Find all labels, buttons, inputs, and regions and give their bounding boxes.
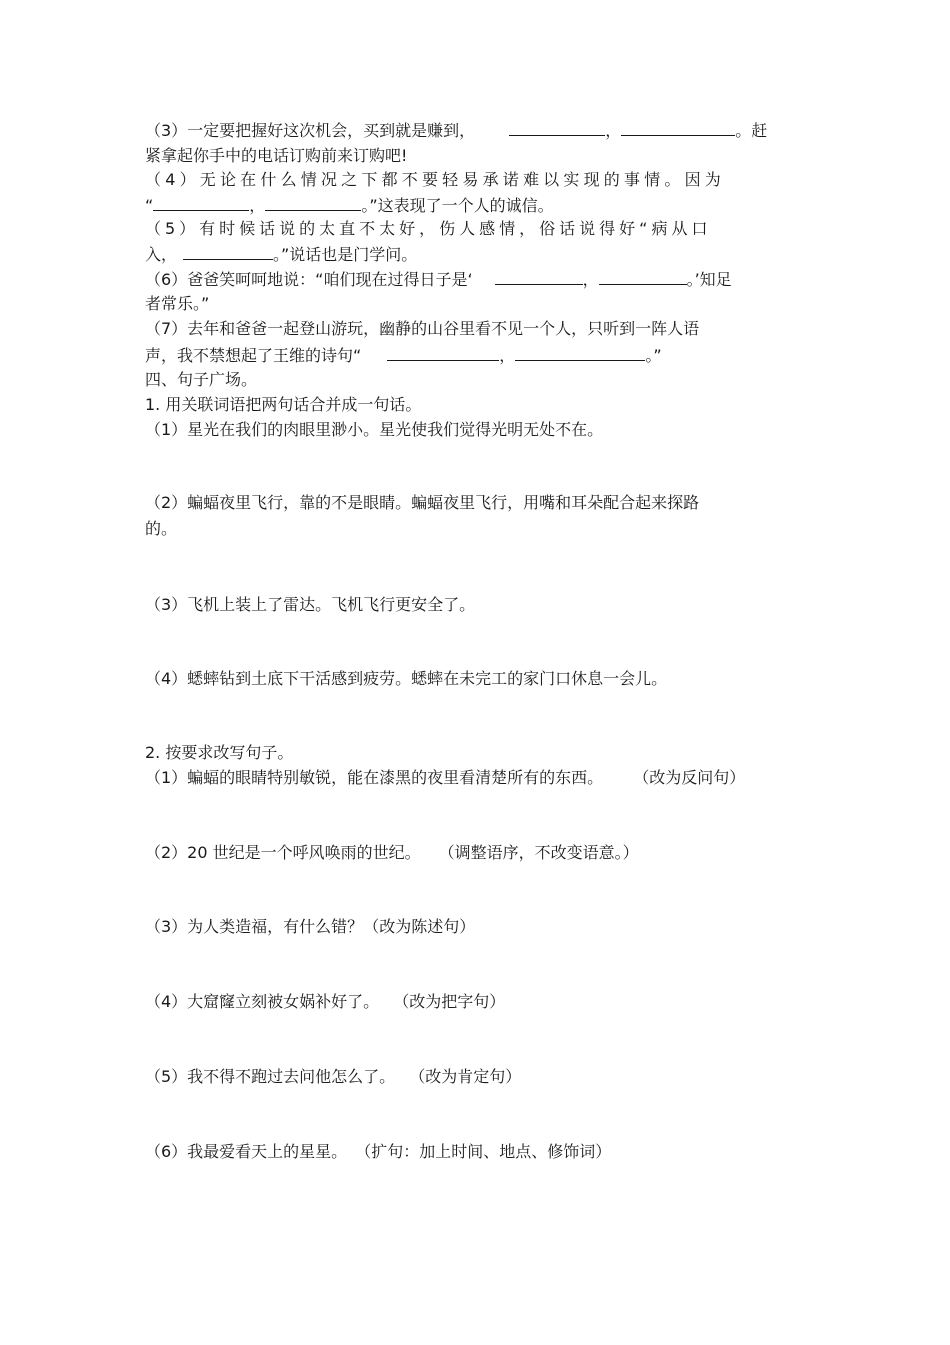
q7-line1: （7）去年和爸爸一起登山游玩，幽静的山谷里看不见一个人，只听到一阵人语 <box>145 319 700 338</box>
q5-end: 。”说话也是门学问。 <box>273 245 418 264</box>
part2-item-4-text: （4）大窟窿立刻被女娲补好了。 <box>145 992 380 1011</box>
q7-blank-1[interactable] <box>387 344 499 361</box>
part1-heading: 1. 用关联词语把两句话合并成一句话。 <box>145 395 422 414</box>
part2-item-3-text: （3）为人类造福，有什么错？ <box>145 917 364 936</box>
part2-item-4 <box>145 991 505 1013</box>
q5-text: 入， <box>145 245 178 264</box>
q6-end: 。’知足 <box>686 270 732 289</box>
q3-blank-1[interactable] <box>509 119 605 136</box>
q4-blank-1[interactable] <box>153 194 249 211</box>
part2-item-3 <box>145 916 475 938</box>
q7-text: 声，我不禁想起了王维的诗句“ <box>145 346 362 365</box>
q3-line2: 紧拿起你手中的电话订购前来订购吧! <box>145 146 408 165</box>
q6-sep: ， <box>582 270 599 289</box>
q5-line2 <box>145 243 417 265</box>
q4-open-quote: “ <box>145 196 154 215</box>
q3-sep: ， <box>605 121 622 140</box>
part2-item-2-text: （2）20 世纪是一个呼风唤雨的世纪。 <box>145 843 421 862</box>
q5-blank[interactable] <box>183 243 273 260</box>
q6-line2: 者常乐。” <box>145 294 210 313</box>
part2-item-1-req: （改为反问句） <box>633 768 746 787</box>
q4-end: 。”这表现了一个人的诚信。 <box>361 196 554 215</box>
q3-line1 <box>145 119 767 141</box>
part1-item-2-cont: 的。 <box>145 519 178 538</box>
q6-blank-1[interactable] <box>495 268 583 285</box>
q4-line1: （4）无论在什么情况之下都不要轻易承诺难以实现的事情。因为 <box>145 170 725 189</box>
part2-heading: 2. 按要求改写句子。 <box>145 743 294 762</box>
q3-blank-2[interactable] <box>621 119 735 136</box>
q6-line1 <box>145 268 732 290</box>
part2-item-1 <box>145 767 745 789</box>
part1-item-1: （1）星光在我们的肉眼里渺小。星光使我们觉得光明无处不在。 <box>145 420 604 439</box>
part2-item-1-text: （1）蝙蝠的眼睛特别敏锐，能在漆黑的夜里看清楚所有的东西。 <box>145 768 604 787</box>
q7-blank-2[interactable] <box>515 344 645 361</box>
part1-item-3: （3）飞机上装上了雷达。飞机飞行更安全了。 <box>145 595 476 614</box>
part2-item-4-req: （改为把字句） <box>393 992 506 1011</box>
section4-heading: 四、句子广场。 <box>145 370 258 389</box>
part2-item-2-req: （调整语序，不改变语意。） <box>438 843 639 862</box>
q6-blank-2[interactable] <box>599 268 687 285</box>
q4-blank-2[interactable] <box>265 194 361 211</box>
q7-sep: ， <box>499 346 516 365</box>
part2-item-6-text: （6）我最爱看天上的星星。 <box>145 1142 348 1161</box>
q5-line1: （5）有时候话说的太直不太好，伤人感情，俗话说得好“病从口 <box>145 219 712 238</box>
part1-item-2: （2）蝙蝠夜里飞行，靠的不是眼睛。蝙蝠夜里飞行，用嘴和耳朵配合起来探路 <box>145 493 700 512</box>
part2-item-5 <box>145 1066 521 1088</box>
part2-item-6 <box>145 1141 611 1163</box>
part1-item-4: （4）蟋蟀钻到土底下干活感到疲劳。蟋蟀在未完工的家门口休息一会儿。 <box>145 669 668 688</box>
q3-text: （3）一定要把握好这次机会，买到就是赚到， <box>145 121 476 140</box>
part2-item-6-req: （扩句：加上时间、地点、修饰词） <box>355 1142 612 1161</box>
q3-end: 。赶 <box>735 121 768 140</box>
part2-item-5-req: （改为肯定句） <box>409 1067 522 1086</box>
q7-end: 。” <box>645 346 662 365</box>
q4-line2 <box>145 194 554 216</box>
part2-item-3-req: （改为陈述句） <box>363 917 476 936</box>
part2-item-5-text: （5）我不得不跑过去问他怎么了。 <box>145 1067 396 1086</box>
q4-sep: ， <box>249 196 266 215</box>
q7-line2 <box>145 344 662 366</box>
part2-item-2 <box>145 842 639 864</box>
q6-text: （6）爸爸笑呵呵地说：“咱们现在过得日子是‘ <box>145 270 473 289</box>
